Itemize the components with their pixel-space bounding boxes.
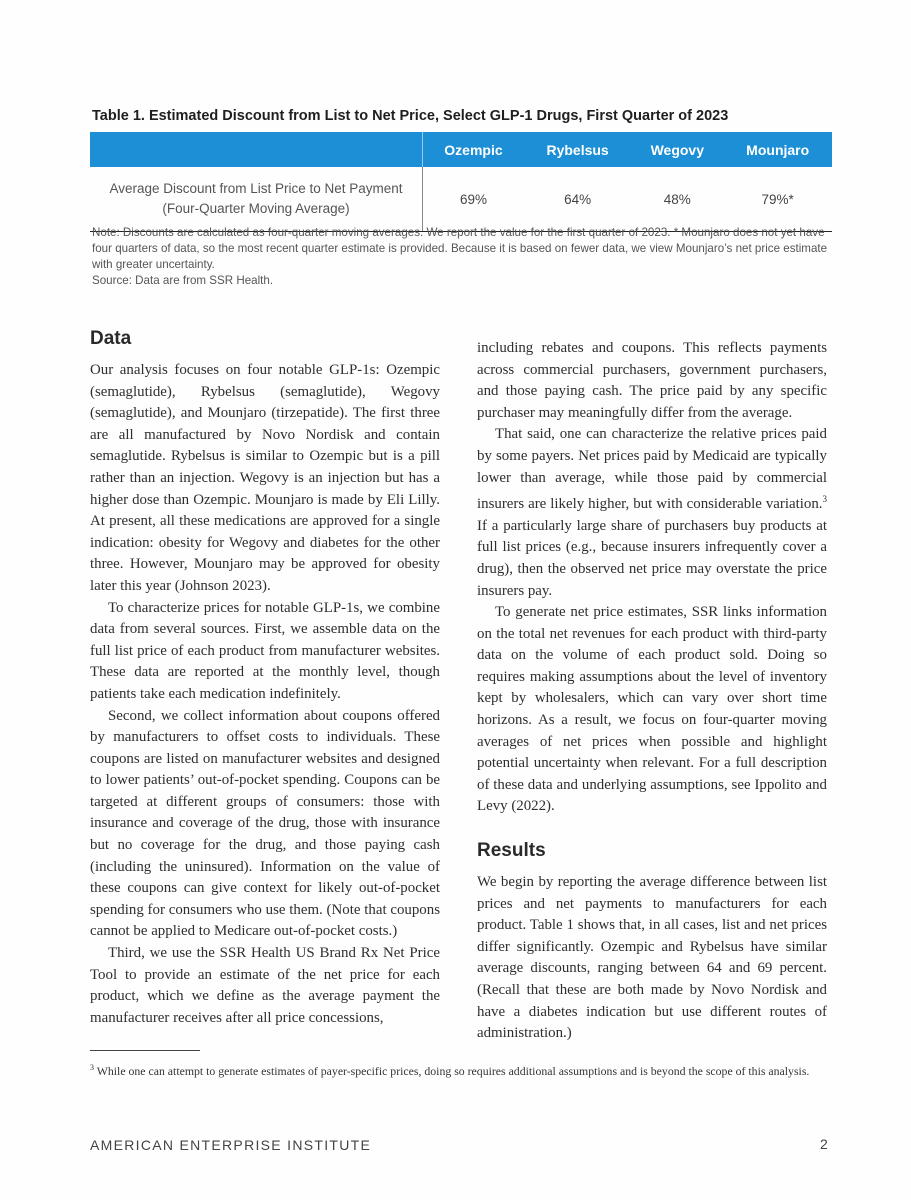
footnote-number: 3 [90, 1063, 94, 1072]
left-column [90, 328, 440, 1029]
table-source: Source: Data are from SSR Health. [92, 274, 274, 287]
footnote-ref[interactable]: 3 [822, 494, 827, 505]
value-rybelsus: 64% [524, 167, 631, 232]
row-label-line1: Average Discount from List Price to Net Payment [109, 181, 403, 196]
table-note [92, 225, 834, 289]
page-number: 2 [820, 1136, 828, 1152]
paragraph-text: That said, one can characterize the relative prices paid by some payers. Net prices paid by Medicaid are typically lower than average, while those paid by commercial insurers are likely higher, but with considerable variation. [477, 426, 827, 513]
value-wegovy: 48% [631, 167, 723, 232]
table-header-blank [90, 132, 423, 167]
footnote-text: While one can attempt to generate estimates of payer-specific prices, doing so requires additional assumptions and is beyond the scope of this analysis. [94, 1063, 810, 1078]
data-heading: Data [90, 328, 132, 349]
table-header-row [90, 132, 832, 167]
paragraph: including rebates and coupons. This reflects payments across commercial purchasers, government purchasers, and those paying cash. The price paid by any specific purchaser may meaningfully differ from the average. [477, 340, 827, 421]
header-ozempic: Ozempic [444, 141, 503, 158]
paragraph: We begin by reporting the average difference between list prices and net payments to manufacturers for each product. Table 1 shows that, in all cases, list and net prices differ significantly. Ozempic and Rybelsus have similar average discounts, ranging between 64 and 69 percent. (Recall that these are both made by Novo Nordisk and have a diabetes indication but use different routes of administration.) [477, 874, 827, 1042]
results-heading: Results [477, 840, 546, 862]
paragraph-text: If a particularly large share of purchasers buy products at full list prices (e.g., because insurers infrequently cover a drug), then the observed net price may overstate the price insurers pay. [477, 517, 827, 599]
paragraph: To characterize prices for notable GLP-1s, we combine data from several sources. First, we assemble data on the full list price of each product from manufacturer websites. These data are reported at the monthly level, though patients take each medication indefinitely. [90, 599, 440, 702]
footer-institute: AMERICAN ENTERPRISE INSTITUTE [90, 1137, 372, 1153]
paragraph: Third, we use the SSR Health US Brand Rx Net Price Tool to provide an estimate of the net price for each product, which we define as the average payment the manufacturer receives after all price concessions, [90, 945, 440, 1026]
paragraph: To generate net price estimates, SSR links information on the total net revenues for each product with third-party data on the volume of each product sold. Doing so requires making assumptions about the level of inventory kept by wholesalers, which can vary over short time horizons. As a result, we focus on four-quarter moving averages of net prices when possible and highlight potential uncertainty when relevant. For a full description of these data and underlying assumptions, see Ippolito and Levy (2022). [477, 604, 827, 815]
table-row [90, 167, 832, 232]
right-column [477, 338, 827, 1045]
table-note-text: Note: Discounts are calculated as four-quarter moving averages. We report the value for the first quarter of 2023. * Mounjaro does not yet have four quarters of data, so the most recent quarter estimate is provided. Because it is based on fewer data, we view Mounjaro’s net price estimate with greater uncertainty. [92, 226, 828, 271]
paragraph: Second, we collect information about coupons offered by manufacturers to offset costs to individuals. These coupons are listed on manufacturer websites and designed to lower patients’ out-of-pocket spending. Coupons can be targeted at different groups of consumers: those with insurance and coverage of the drug, those with insurance but no coverage for the drug, and those paying cash (including the uninsured). Information on the value of these coupons can give context for likely out-of-pocket spending for consumers who use them. (Note that coupons cannot be applied to Medicare out-of-pocket costs.) [90, 707, 440, 940]
value-mounjaro: 79%* [723, 167, 832, 232]
row-label [90, 167, 423, 232]
header-rybelsus: Rybelsus [546, 141, 609, 158]
value-ozempic: 69% [423, 167, 524, 232]
footnote-divider [90, 1050, 200, 1051]
header-wegovy: Wegovy [650, 141, 705, 158]
table-caption: Table 1. Estimated Discount from List to Net Price, Select GLP-1 Drugs, First Quarter of 2023 [92, 108, 729, 124]
paragraph [477, 424, 827, 602]
discount-table [90, 132, 832, 232]
row-label-line2: (Four-Quarter Moving Average) [162, 201, 350, 216]
header-mounjaro: Mounjaro [746, 141, 810, 158]
footnote [90, 1060, 832, 1079]
paragraph: Our analysis focuses on four notable GLP-1s: Ozempic (semaglutide), Rybelsus (semaglutide), Wegovy (semaglutide), and Mounjaro (tirzepatide). The first three are all manufactured by Novo Nordisk and contain semaglutide. Rybelsus is similar to Ozempic but is a pill rather than an injection. Wegovy is an injection but has a higher dose than Ozempic. Mounjaro is made by Eli Lilly. At present, all these medications are approved for a single indication: obesity for Wegovy and diabetes for the other three. However, Mounjaro may be approved for obesity later this year (Johnson 2023). [90, 362, 440, 594]
